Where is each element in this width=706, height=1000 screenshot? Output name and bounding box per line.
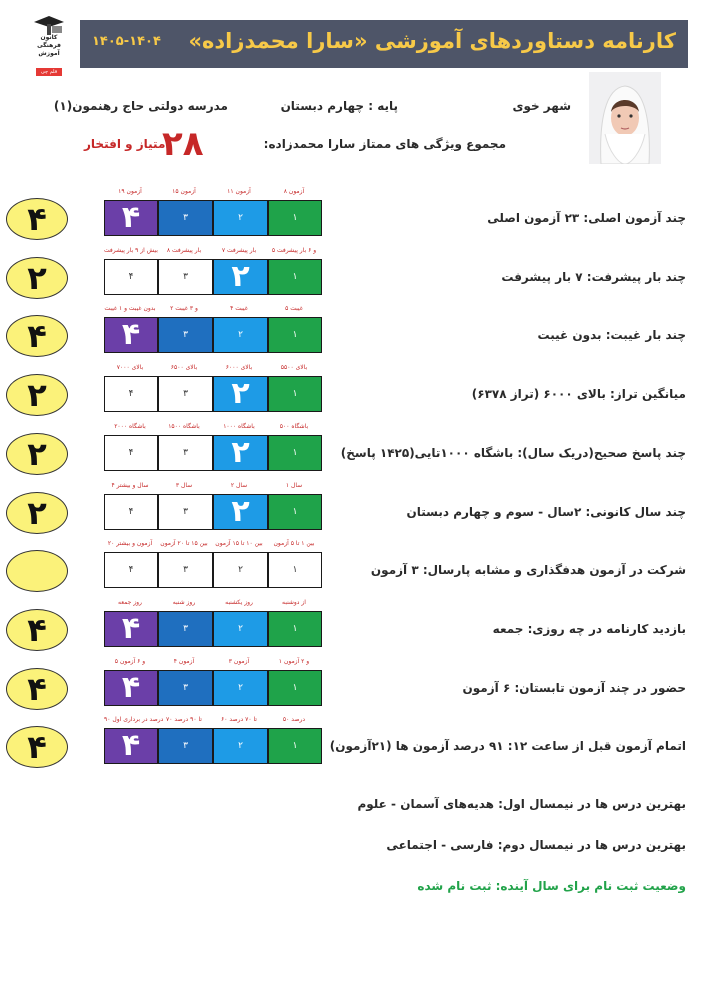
level-caption: بدون غیبت و ۱ غیبت	[104, 305, 156, 312]
level-caption: روز شنبه	[172, 599, 196, 606]
level-caption: ۹۰ درصد در برداری اول	[104, 716, 164, 723]
achievement-label: میانگین تراز: بالای ۶۰۰۰ (تراز ۶۳۷۸)	[471, 387, 686, 401]
logo-tag: قلم چی	[36, 68, 62, 76]
level-box-3: ۳	[158, 552, 213, 588]
graduate-icon	[22, 14, 76, 36]
level-box-1: ۱	[268, 435, 322, 471]
level-caption: بالای ۶۰۰۰	[225, 364, 253, 371]
best-subjects-second: بهترین درس ها در نیمسال دوم: فارسی - اجتماعی	[386, 838, 686, 852]
score-circle: ۲	[6, 257, 68, 299]
level-box-4: ۴	[104, 670, 158, 706]
level-box-1: ۱	[268, 552, 322, 588]
level-caption: ۲ سال	[230, 482, 248, 489]
score-circle: ۴	[6, 668, 68, 710]
level-caption: ۲۰ آزمون و بیشتر	[107, 540, 153, 547]
level-caption: بین ۱ تا ۵ آزمون	[273, 540, 315, 547]
level-caption: باشگاه ۲۰۰۰	[114, 423, 146, 430]
level-caption: ۱۵ آزمون	[172, 188, 196, 195]
level-box-3: ۳	[158, 376, 213, 412]
achievement-label: چند بار غیبت: بدون غیبت	[537, 328, 686, 342]
level-caption: ۳ آزمون	[228, 658, 250, 665]
level-caption: ۵ غیبت	[285, 305, 303, 312]
score-circle: ۴	[6, 315, 68, 357]
best-subjects-first: بهترین درس ها در نیمسال اول: هدیه‌های آسمان - علوم	[357, 797, 686, 811]
level-box-4: ۴	[104, 611, 158, 647]
level-box-3: ۳	[158, 670, 213, 706]
level-box-3: ۳	[158, 200, 213, 236]
level-caption: ۳ سال	[175, 482, 193, 489]
score-circle: ۴	[6, 609, 68, 651]
level-caption: ۸ آزمون	[283, 188, 305, 195]
school-label: مدرسه دولتی حاج رهنمون(۱)	[53, 99, 228, 113]
level-box-1: ۱	[268, 317, 322, 353]
achievement-label: چند سال کانونی: ۲سال - سوم و چهارم دبستان	[406, 505, 686, 519]
level-box-1: ۱	[268, 728, 322, 764]
level-caption: ۵۰ درصد	[282, 716, 306, 723]
achievement-label: بازدید کارنامه در چه روزی: جمعه	[492, 622, 686, 636]
level-box-2: ۲	[213, 728, 268, 764]
level-caption: بالای ۷۰۰۰	[116, 364, 144, 371]
score-circle	[6, 550, 68, 592]
achievement-label: چند بار پیشرفت: ۷ بار پیشرفت	[501, 270, 686, 284]
level-box-4: ۴	[104, 435, 158, 471]
level-box-2: ۲	[213, 259, 268, 295]
logo	[22, 14, 76, 76]
level-caption: ۵ و ۶ آزمون	[114, 658, 146, 665]
grade-label: پایه : چهارم دبستان	[280, 99, 398, 113]
level-box-4: ۴	[104, 259, 158, 295]
level-box-4: ۴	[104, 552, 158, 588]
level-caption: روز جمعه	[118, 599, 142, 606]
level-box-1: ۱	[268, 376, 322, 412]
header-bar	[80, 20, 688, 68]
level-box-2: ۲	[213, 552, 268, 588]
level-box-2: ۲	[213, 494, 268, 530]
level-caption: بیش از ۹ بار پیشرفت	[104, 247, 158, 254]
achievement-label: اتمام آزمون قبل از ساعت ۱۲: ۹۱ درصد آزمون ها (۲۱آزمون)	[329, 739, 686, 753]
score-value: ۲۸	[162, 124, 204, 164]
level-box-3: ۳	[158, 494, 213, 530]
level-box-2: ۲	[213, 200, 268, 236]
registration-status: وضعیت ثبت نام برای سال آینده: ثبت نام شده	[417, 879, 686, 893]
level-caption: بالای ۶۵۰۰	[170, 364, 198, 371]
achievement-label: چند پاسخ صحیح(دریک سال): باشگاه ۱۰۰۰تایی(۱۴۲۵ پاسخ)	[340, 446, 686, 460]
score-circle: ۲	[6, 433, 68, 475]
score-label: امتیاز و افتخار	[84, 137, 170, 151]
level-box-1: ۱	[268, 611, 322, 647]
level-box-2: ۲	[213, 670, 268, 706]
level-box-4: ۴	[104, 317, 158, 353]
level-box-4: ۴	[104, 494, 158, 530]
level-caption: ۶۰ تا ۷۰ درصد	[221, 716, 257, 723]
level-caption: بالای ۵۵۰۰	[280, 364, 308, 371]
level-box-3: ۳	[158, 435, 213, 471]
level-caption: باشگاه ۱۰۰۰	[223, 423, 255, 430]
score-circle: ۴	[6, 726, 68, 768]
level-caption: بین ۱۰ تا ۱۵ آزمون	[215, 540, 263, 547]
level-caption: ۱ سال	[285, 482, 303, 489]
level-caption: باشگاه ۱۵۰۰	[168, 423, 200, 430]
level-box-1: ۱	[268, 494, 322, 530]
header-year: ۱۴۰۵-۱۴۰۴	[92, 34, 161, 49]
city-label: شهر خوی	[512, 99, 571, 113]
level-box-2: ۲	[213, 317, 268, 353]
level-caption: ۷ بار پیشرفت	[221, 247, 257, 254]
level-caption: ۲ و ۳ غیبت	[170, 305, 198, 312]
student-photo	[589, 72, 661, 164]
level-caption: ۱۹ آزمون	[118, 188, 142, 195]
level-caption: ۵ و ۶ بار پیشرفت	[271, 247, 317, 254]
level-box-4: ۴	[104, 728, 158, 764]
sum-label: مجموع ویژگی های ممتاز سارا محمدزاده:	[263, 137, 506, 151]
level-caption: باشگاه ۵۰۰	[279, 423, 309, 430]
level-caption: بین ۱۵ تا ۲۰ آزمون	[160, 540, 208, 547]
level-caption: ۷۰ تا ۹۰ درصد	[166, 716, 202, 723]
level-box-3: ۳	[158, 728, 213, 764]
logo-text: کانون فرهنگی آموزش	[37, 34, 61, 57]
level-box-1: ۱	[268, 259, 322, 295]
student-photo-image	[589, 72, 661, 164]
level-caption: ۱ و ۲ آزمون	[278, 658, 310, 665]
level-box-1: ۱	[268, 200, 322, 236]
score-circle: ۴	[6, 198, 68, 240]
level-caption: از دوشنبه	[282, 599, 306, 606]
level-caption: ۴ سال و بیشتر	[111, 482, 149, 489]
score-circle: ۲	[6, 374, 68, 416]
achievement-label: حضور در چند آزمون تابستان: ۶ آزمون	[462, 681, 686, 695]
level-box-2: ۲	[213, 611, 268, 647]
level-caption: ۴ آزمون	[173, 658, 195, 665]
level-box-3: ۳	[158, 317, 213, 353]
level-caption: ۱۱ آزمون	[227, 188, 251, 195]
score-circle: ۲	[6, 492, 68, 534]
page-title: کارنامه دستاوردهای آموزشی «سارا محمدزاده»	[188, 29, 676, 53]
level-caption: ۸ بار پیشرفت	[166, 247, 202, 254]
level-box-2: ۲	[213, 435, 268, 471]
level-box-2: ۲	[213, 376, 268, 412]
achievement-label: شرکت در آزمون هدفگذاری و مشابه پارسال: ۳ آزمون	[370, 563, 686, 577]
level-box-4: ۴	[104, 376, 158, 412]
level-box-4: ۴	[104, 200, 158, 236]
level-box-3: ۳	[158, 259, 213, 295]
level-caption: ۴ غیبت	[230, 305, 248, 312]
achievement-label: چند آزمون اصلی: ۲۳ آزمون اصلی	[487, 211, 686, 225]
level-box-3: ۳	[158, 611, 213, 647]
level-box-1: ۱	[268, 670, 322, 706]
level-caption: روز یکشنبه	[225, 599, 253, 606]
